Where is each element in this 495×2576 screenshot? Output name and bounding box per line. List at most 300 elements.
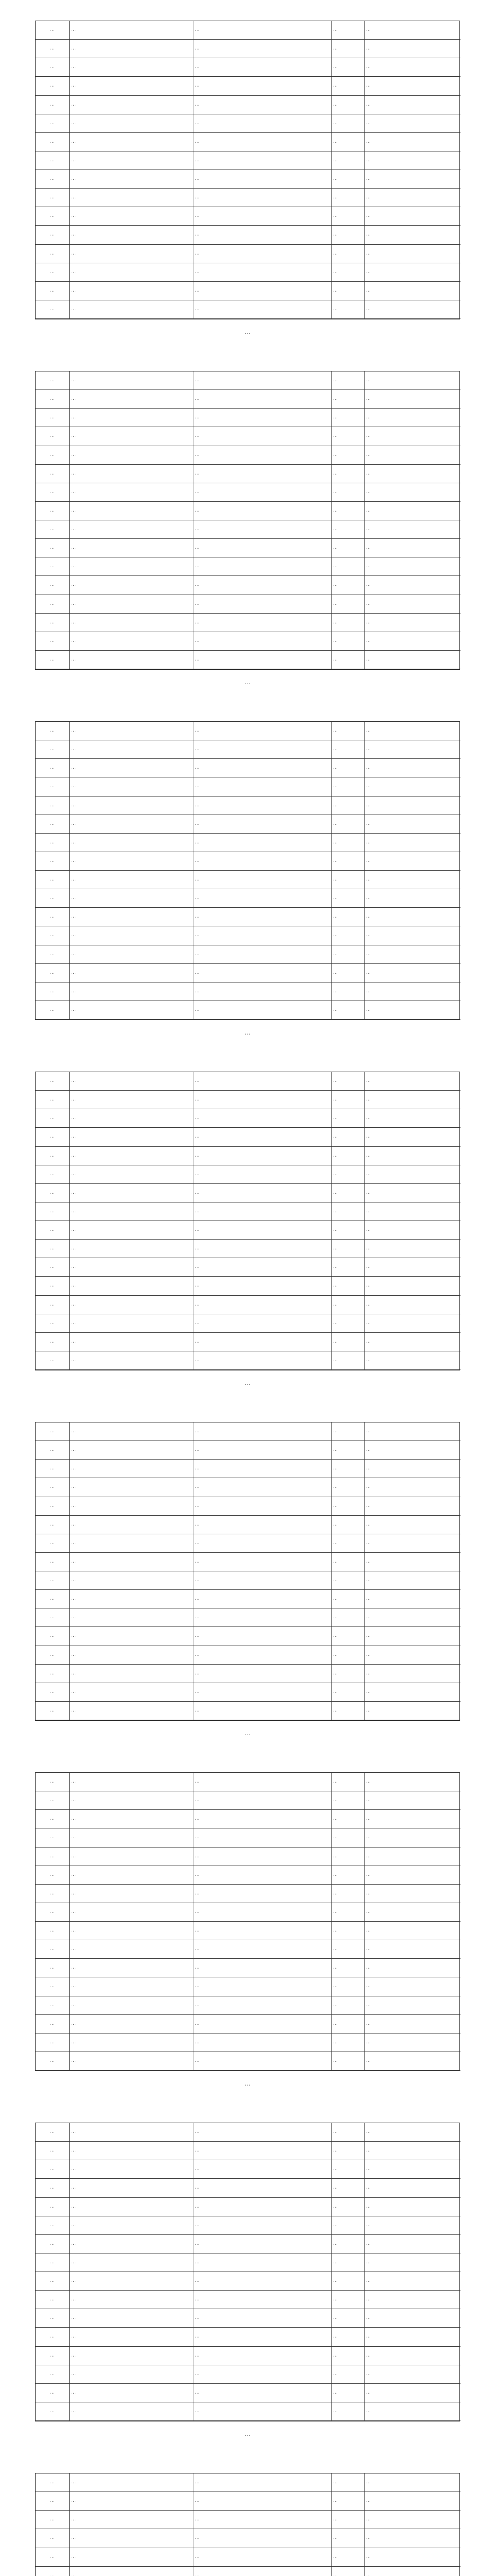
table-cell: … [193,1791,332,1810]
table-cell: … [70,1240,193,1258]
category-cell: … [36,1665,70,1683]
table-cell: … [365,502,460,520]
table-cell: … [70,651,193,669]
table-cell: … [365,446,460,465]
table-cell: … [332,170,365,189]
table-cell: … [365,1866,460,1885]
table-cell: … [70,2402,193,2421]
table-cell: … [365,852,460,871]
table-cell: … [365,207,460,226]
table-cell: … [193,1147,332,1165]
table-grid [36,2123,459,2421]
category-cell: … [36,2198,70,2216]
table-cell: … [193,2033,332,2052]
table-cell: … [365,390,460,409]
table-cell: … [70,1221,193,1240]
table-cell: … [193,409,332,427]
table-cell: … [332,908,365,926]
table-cell: … [332,1165,365,1184]
table-cell: … [365,2529,460,2548]
table-cell: … [332,96,365,114]
table-cell: … [365,2179,460,2197]
table-cell: … [365,170,460,189]
table-cell: … [365,1128,460,1146]
category-cell: … [36,2253,70,2272]
table-cell: … [332,2160,365,2179]
table-cell: … [70,1128,193,1146]
category-cell: … [36,1848,70,1866]
table-cell: … [193,889,332,908]
category-cell: … [36,908,70,926]
table-cell: … [70,1460,193,1478]
table-cell: … [70,2216,193,2235]
table-cell: … [70,1773,193,1791]
table-cell: … [332,2253,365,2272]
table-cell: … [365,1534,460,1553]
table-cell: … [70,390,193,409]
table-cell: … [193,133,332,151]
category-cell: … [36,1441,70,1460]
category-cell: … [36,1534,70,1553]
table-cell: … [70,427,193,446]
category-cell: … [36,1460,70,1478]
table-cell: … [193,1516,332,1534]
category-cell: … [36,722,70,740]
table-cell: … [70,2052,193,2071]
table-cell: … [70,170,193,189]
table-cell: … [332,1922,365,1940]
table-cell: … [365,1184,460,1202]
table-cell: … [193,1553,332,1571]
table-cell: … [193,2160,332,2179]
table-cell: … [193,1202,332,1221]
table-cell: … [332,557,365,576]
table-cell: … [193,651,332,669]
table-cell: … [193,759,332,777]
table-cell: … [70,614,193,632]
category-cell: … [36,446,70,465]
table-cell: … [193,2492,332,2511]
category-cell: … [36,2309,70,2328]
table [35,2123,460,2421]
table-cell: … [332,595,365,614]
table-cell: … [193,446,332,465]
table-cell: … [332,1590,365,1608]
category-cell: … [36,2384,70,2402]
table [35,371,460,670]
table-cell: … [365,2567,460,2576]
table-cell: … [365,1590,460,1608]
table-cell: … [70,1333,193,1351]
table-cell: … [332,871,365,889]
table-cell: … [193,908,332,926]
table-cell: … [365,2123,460,2142]
table-cell: … [332,2309,365,2328]
category-cell: … [36,207,70,226]
table-cell: … [365,1702,460,1720]
table-cell: … [193,1497,332,1516]
category-cell: … [36,226,70,244]
category-cell: … [36,2402,70,2421]
table-cell: … [365,2365,460,2384]
table-cell: … [70,1184,193,1202]
table-cell: … [332,1497,365,1516]
table-cell: … [332,1885,365,1903]
category-cell: … [36,926,70,945]
table-cell: … [193,2511,332,2529]
table-cell: … [70,409,193,427]
category-cell: … [36,982,70,1001]
table-cell: … [193,777,332,796]
table-cell: … [332,390,365,409]
table-cell: … [332,777,365,796]
table-cell: … [365,595,460,614]
table-cell: … [193,2198,332,2216]
table-cell: … [193,1441,332,1460]
table-cell: … [332,1109,365,1128]
table-cell: … [193,557,332,576]
table-cell: … [332,282,365,300]
table-cell: … [365,815,460,834]
table-cell: … [193,2123,332,2142]
table-cell: … [332,483,365,502]
table-cell: … [70,207,193,226]
table-cell: … [332,2142,365,2160]
table-cell: … [332,1202,365,1221]
table-cell: … [70,777,193,796]
table-cell: … [365,1497,460,1516]
table-cell: … [193,226,332,244]
table-cell: … [193,2548,332,2567]
table-cell: … [193,1258,332,1277]
table-cell: … [193,1277,332,1295]
table-cell: … [332,1258,365,1277]
table-cell: … [365,2402,460,2421]
table-cell: … [193,151,332,170]
table-cell: … [193,427,332,446]
table-cell: … [193,1534,332,1553]
table-cell: … [70,282,193,300]
category-cell: … [36,96,70,114]
category-cell: … [36,1922,70,1940]
table [35,21,460,319]
table-cell: … [70,2567,193,2576]
table-cell: … [365,21,460,40]
category-cell: … [36,151,70,170]
table-grid [36,722,459,1020]
table-cell: … [70,2142,193,2160]
table-cell: … [332,1534,365,1553]
table-cell: … [70,1165,193,1184]
table-cell: … [193,1296,332,1314]
table-cell: … [70,1828,193,1847]
category-cell: … [36,1221,70,1240]
table-cell: … [193,852,332,871]
table-cell: … [193,815,332,834]
table-cell: … [70,1072,193,1091]
table-cell: … [193,1072,332,1091]
table-cell: … [365,77,460,95]
table-grid [36,1422,459,1720]
table-cell: … [193,1128,332,1146]
table-cell: … [193,40,332,58]
table-cell: … [70,796,193,815]
table-cell: … [365,520,460,539]
table-cell: … [332,1996,365,2015]
table-cell: … [70,926,193,945]
table-cell: … [365,1848,460,1866]
table-cell: … [70,1422,193,1441]
table-cell: … [332,427,365,446]
table-cell: … [365,483,460,502]
table-cell: … [332,1553,365,1571]
table-cell: … [193,1848,332,1866]
table-cell: … [70,889,193,908]
table-cell: … [332,2052,365,2071]
table-cell: … [70,815,193,834]
table-cell: … [365,651,460,669]
table-cell: … [70,465,193,483]
table-cell: … [332,1240,365,1258]
table-cell: … [332,1516,365,1534]
table-cell: … [332,2567,365,2576]
table-cell: … [332,2529,365,2548]
table-cell: … [193,502,332,520]
table-cell: … [365,2033,460,2052]
table-cell: … [70,2235,193,2253]
table-cell: … [193,263,332,282]
table-cell: … [193,2179,332,2197]
category-cell: … [36,2529,70,2548]
table-cell: … [332,722,365,740]
table-cell: … [332,1903,365,1922]
table-cell: … [70,1351,193,1370]
table-cell: … [70,2253,193,2272]
table-cell: … [332,1128,365,1146]
table-cell: … [193,1314,332,1333]
category-cell: … [36,2142,70,2160]
table-cell: … [193,282,332,300]
category-cell: … [36,133,70,151]
table-cell: … [70,1109,193,1128]
category-cell: … [36,520,70,539]
table-cell: … [365,777,460,796]
category-cell: … [36,539,70,557]
table-cell: … [193,871,332,889]
page-number: … [244,679,251,686]
table-cell: … [332,1333,365,1351]
category-cell: … [36,1165,70,1184]
category-cell: … [36,409,70,427]
table-cell: … [365,722,460,740]
table-cell: … [70,1885,193,1903]
table-cell: … [193,2235,332,2253]
table-cell: … [365,114,460,133]
table-cell: … [332,151,365,170]
table-cell: … [70,1147,193,1165]
table-cell: … [70,2033,193,2052]
table-cell: … [365,2328,460,2346]
table-cell: … [365,1791,460,1810]
table-cell: … [365,740,460,759]
table-cell: … [70,226,193,244]
table-cell: … [332,2015,365,2033]
table-cell: … [365,539,460,557]
table-cell: … [70,2309,193,2328]
table-cell: … [365,1091,460,1109]
table-grid [36,21,459,319]
category-cell: … [36,1351,70,1370]
category-cell: … [36,1885,70,1903]
table-cell: … [70,1277,193,1295]
category-cell: … [36,1627,70,1646]
category-cell: … [36,170,70,189]
table-cell: … [365,557,460,576]
table-cell: … [70,371,193,390]
table-cell: … [332,189,365,207]
table-cell: … [332,2365,365,2384]
table-cell: … [70,502,193,520]
table-cell: … [365,1940,460,1959]
table-cell: … [70,1866,193,1885]
table-cell: … [70,1940,193,1959]
table-cell: … [70,1683,193,1702]
table-cell: … [70,1478,193,1497]
table-cell: … [365,1422,460,1441]
table-cell: … [332,1460,365,1478]
category-cell: … [36,1091,70,1109]
table-cell: … [70,1314,193,1333]
table-cell: … [70,2529,193,2548]
table-cell: … [365,759,460,777]
table-cell: … [332,446,365,465]
table-cell: … [365,2548,460,2567]
table-cell: … [332,40,365,58]
page-number: … [244,1380,251,1386]
category-cell: … [36,1608,70,1627]
table-cell: … [70,446,193,465]
table-cell: … [365,151,460,170]
table-cell: … [365,2142,460,2160]
table-cell: … [332,1147,365,1165]
table-cell: … [193,1922,332,1940]
category-cell: … [36,796,70,815]
table-cell: … [193,189,332,207]
category-cell: … [36,2123,70,2142]
table-cell: … [332,1571,365,1590]
table-cell: … [70,982,193,1001]
table-grid [36,371,459,669]
category-cell: … [36,1497,70,1516]
table-cell: … [70,595,193,614]
category-cell: … [36,189,70,207]
table-cell: … [332,614,365,632]
table-cell: … [70,1791,193,1810]
table-cell: … [193,722,332,740]
table-cell: … [365,871,460,889]
table-cell: … [365,300,460,319]
table-cell: … [70,300,193,319]
table-cell: … [193,982,332,1001]
table-cell: … [365,1571,460,1590]
category-cell: … [36,1277,70,1295]
table-cell: … [70,1441,193,1460]
table-cell: … [332,2473,365,2492]
table-cell: … [332,2216,365,2235]
table-cell: … [193,1885,332,1903]
table-cell: … [70,1296,193,1314]
table-cell: … [193,595,332,614]
table-cell: … [193,1590,332,1608]
table-cell: … [365,1333,460,1351]
table-cell: … [193,576,332,595]
table-cell: … [70,263,193,282]
table-cell: … [332,1478,365,1497]
table-cell: … [332,409,365,427]
page-number: … [244,1029,251,1036]
table-cell: … [365,1773,460,1791]
table-grid [36,2473,459,2576]
table-cell: … [193,1828,332,1847]
category-cell: … [36,1314,70,1333]
table-cell: … [193,1351,332,1370]
category-cell: … [36,871,70,889]
table-cell: … [193,1996,332,2015]
table-cell: … [332,2328,365,2346]
table-cell: … [70,1258,193,1277]
table-cell: … [332,21,365,40]
table-cell: … [365,2253,460,2272]
table-grid [36,1072,459,1370]
table-cell: … [193,1665,332,1683]
table-cell: … [193,114,332,133]
table-cell: … [332,964,365,982]
table-cell: … [193,539,332,557]
table-cell: … [332,1866,365,1885]
table-cell: … [70,576,193,595]
table-cell: … [193,2328,332,2346]
table-cell: … [193,207,332,226]
table-cell: … [365,834,460,852]
table-cell: … [193,371,332,390]
table-cell: … [70,871,193,889]
table-cell: … [365,2291,460,2309]
category-cell: … [36,2347,70,2365]
category-cell: … [36,483,70,502]
table-cell: … [193,1773,332,1791]
category-cell: … [36,2365,70,2384]
category-cell: … [36,1702,70,1720]
table-cell: … [193,483,332,502]
category-cell: … [36,502,70,520]
table-cell: … [332,539,365,557]
table-cell: … [365,1996,460,2015]
table-cell: … [70,1497,193,1516]
table-cell: … [193,796,332,815]
table-cell: … [70,114,193,133]
table-cell: … [365,2473,460,2492]
category-cell: … [36,1903,70,1922]
category-cell: … [36,2052,70,2071]
table-cell: … [365,1516,460,1534]
table-cell: … [332,852,365,871]
table-cell: … [193,2529,332,2548]
category-cell: … [36,815,70,834]
table-cell: … [365,427,460,446]
table-cell: … [365,1683,460,1702]
category-cell: … [36,964,70,982]
table-cell: … [70,1848,193,1866]
